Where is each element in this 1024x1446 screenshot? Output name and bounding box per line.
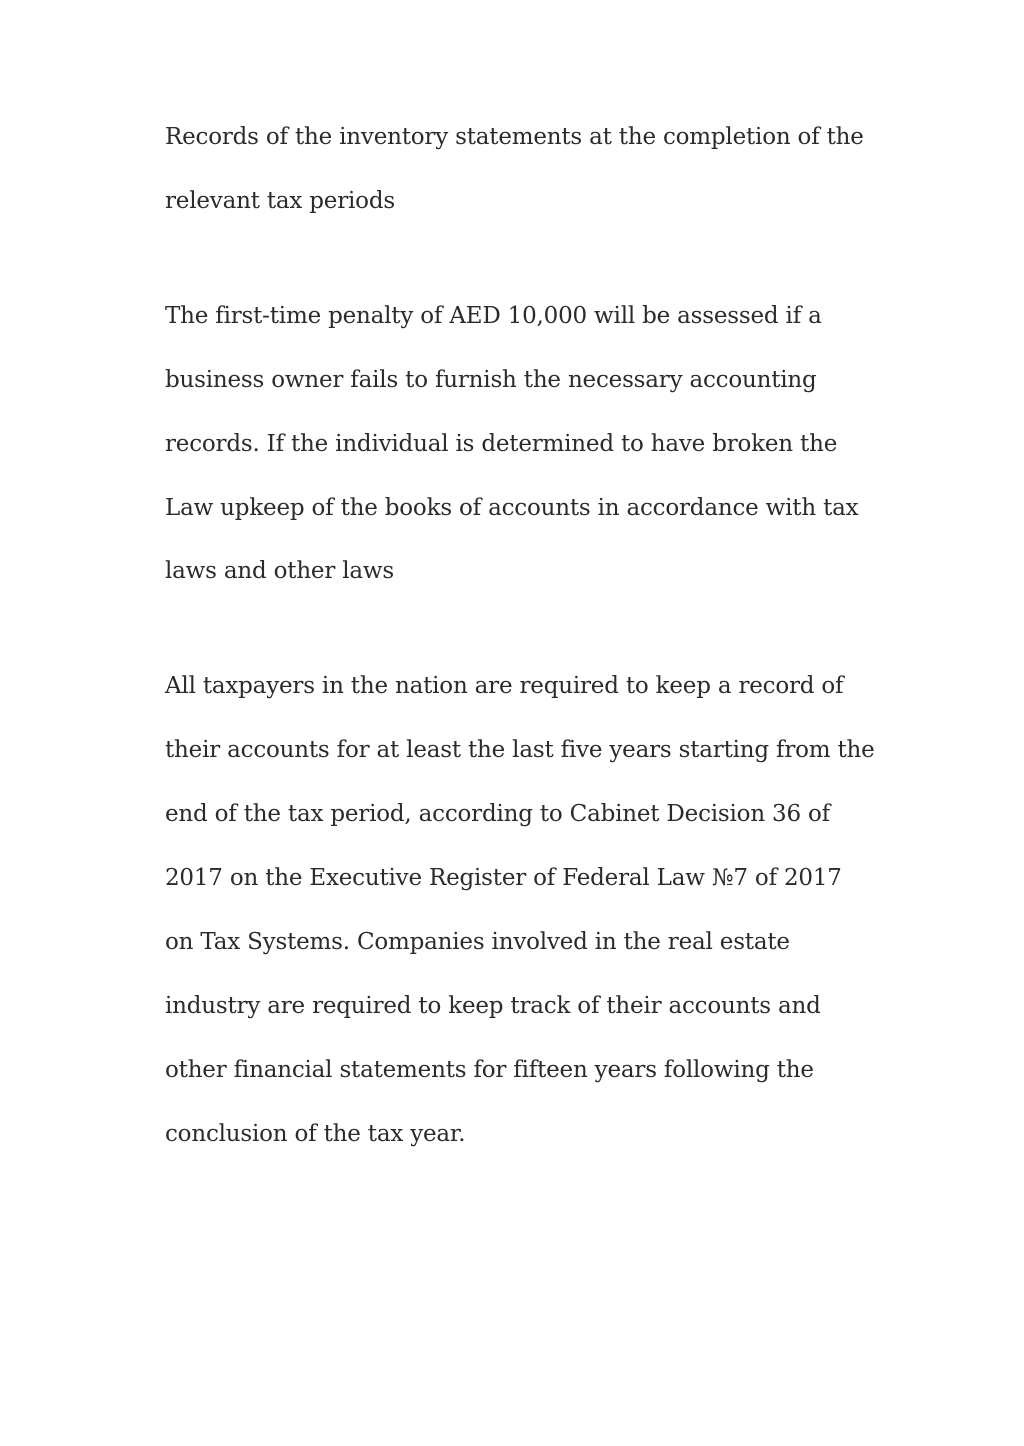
paragraph-record-retention [165, 655, 875, 1166]
document-body [165, 106, 875, 1218]
text-line: conclusion of the tax year. [165, 1120, 466, 1147]
text-line: laws and other laws [165, 558, 395, 585]
paragraph-penalty [165, 285, 865, 605]
text-line: records. If the individual is determined to have broken the [165, 430, 838, 457]
text-line: All taxpayers in the nation are required to keep a record of [165, 673, 844, 700]
text-line: relevant tax periods [165, 187, 395, 214]
paragraph-inventory-records [165, 106, 865, 234]
text-line: other financial statements for fifteen years following the [165, 1056, 814, 1083]
text-line: 2017 on the Executive Register of Federal Law №7 of 2017 [165, 865, 842, 892]
text-line: Law upkeep of the books of accounts in accordance with tax [165, 494, 859, 521]
text-line: business owner fails to furnish the necessary accounting [165, 366, 817, 393]
text-line: end of the tax period, according to Cabinet Decision 36 of [165, 801, 830, 828]
text-line: industry are required to keep track of their accounts and [165, 992, 821, 1019]
text-line: The first-time penalty of AED 10,000 will be assessed if a [165, 302, 822, 329]
text-line: Records of the inventory statements at the completion of the [165, 124, 864, 150]
text-line: their accounts for at least the last five years starting from the [165, 737, 875, 764]
text-line: on Tax Systems. Companies involved in the real estate [165, 928, 790, 955]
